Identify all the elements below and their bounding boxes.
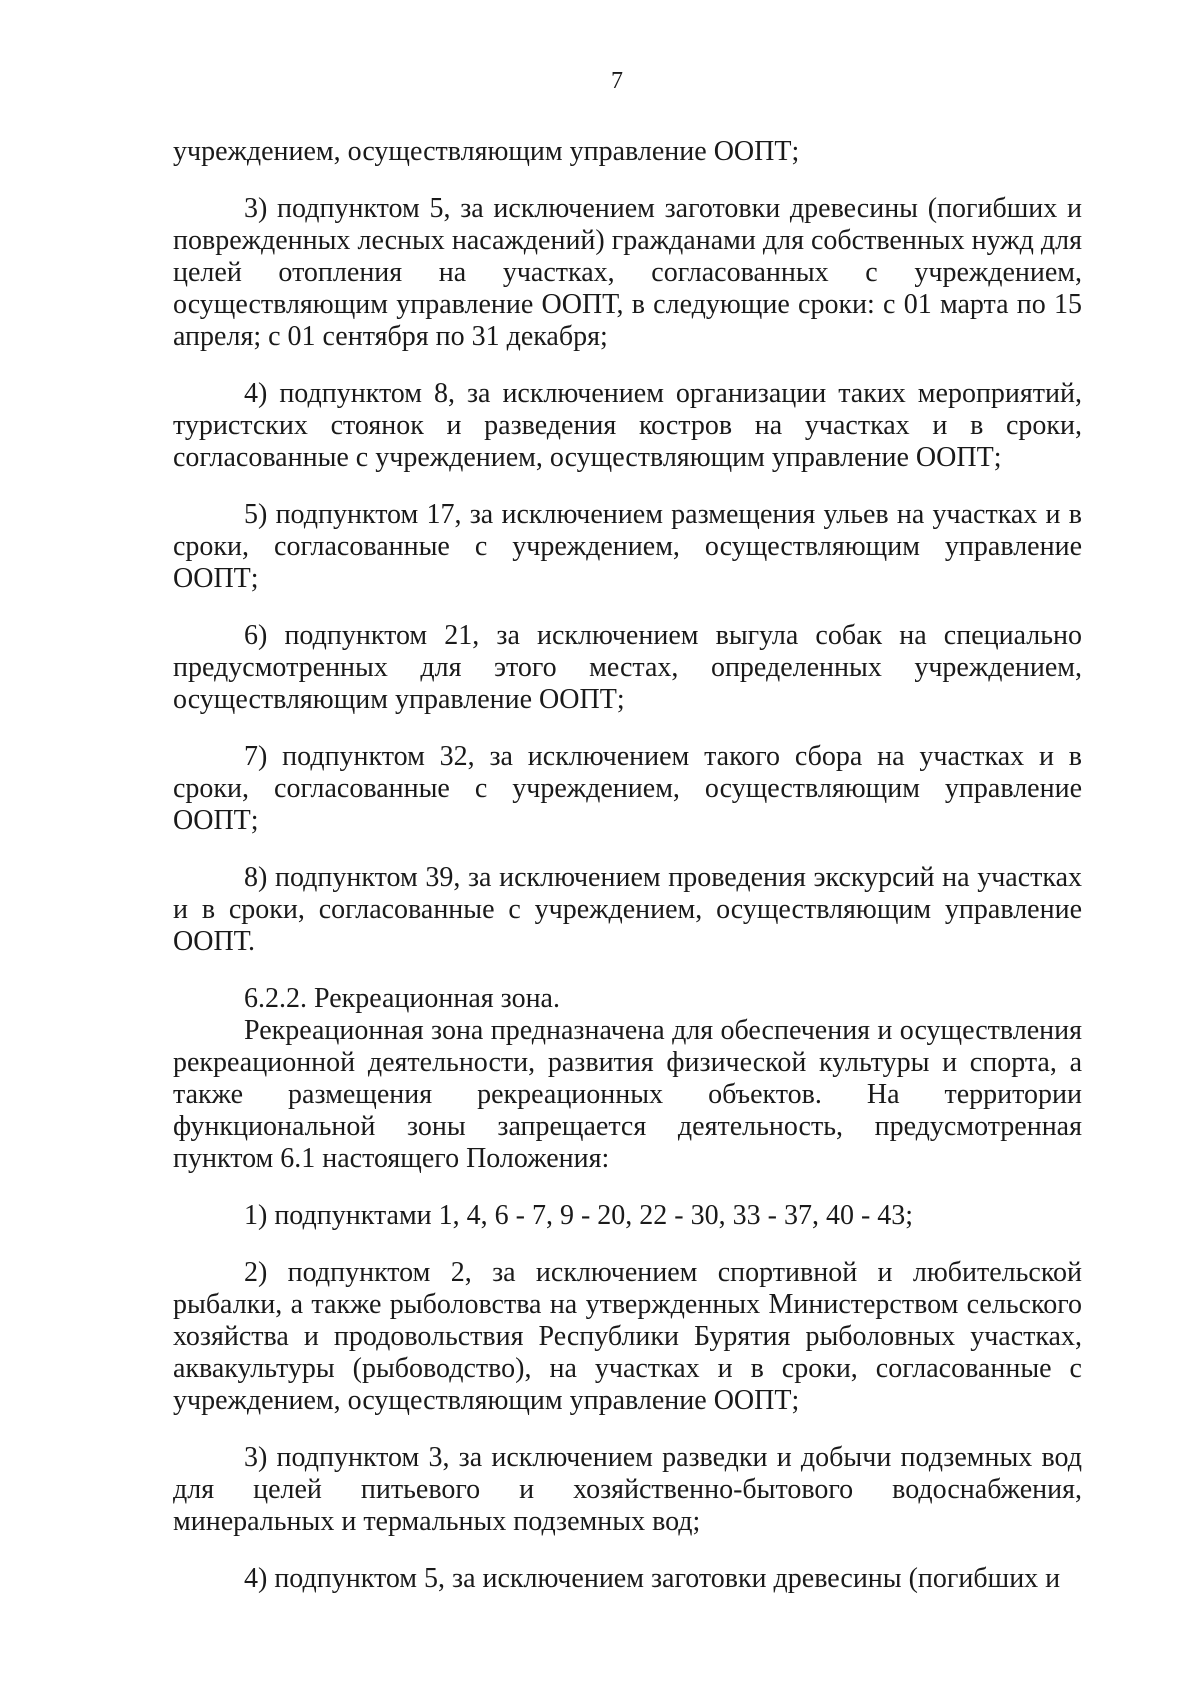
paragraph-item-5: 5) подпунктом 17, за исключением размещения ульев на участках и в сроки, согласованные с учреждением, осуществляющим управление ООПТ; xyxy=(173,499,1082,594)
paragraph-rec-item-3: 3) подпунктом 3, за исключением разведки и добычи подземных вод для целей питьевого и хозяйственно-бытового водоснабжения, минеральных и термальных подземных вод; xyxy=(173,1442,1082,1537)
document-body xyxy=(173,136,1082,1620)
paragraph-item-7: 7) подпунктом 32, за исключением такого сбора на участках и в сроки, согласованные с учреждением, осуществляющим управление ООПТ; xyxy=(173,741,1082,836)
paragraph-item-3: 3) подпунктом 5, за исключением заготовки древесины (погибших и поврежденных лесных насаждений) гражданами для собственных нужд для целей отопления на участках, согласованных с учреждением, осуществляющим управление ООПТ, в следующие сроки: с 01 марта по 15 апреля; с 01 сентября по 31 декабря; xyxy=(173,193,1082,352)
paragraph-item-8: 8) подпунктом 39, за исключением проведения экскурсий на участках и в сроки, согласованные с учреждением, осуществляющим управление ООПТ. xyxy=(173,862,1082,957)
paragraph-item-4: 4) подпунктом 8, за исключением организации таких мероприятий, туристских стоянок и разведения костров на участках и в сроки, согласованные с учреждением, осуществляющим управление ООПТ; xyxy=(173,378,1082,473)
paragraph-item-6: 6) подпунктом 21, за исключением выгула собак на специально предусмотренных для этого местах, определенных учреждением, осуществляющим управление ООПТ; xyxy=(173,620,1082,715)
paragraph-rec-item-1: 1) подпунктами 1, 4, 6 - 7, 9 - 20, 22 - 30, 33 - 37, 40 - 43; xyxy=(244,1200,914,1231)
paragraph-continuation: учреждением, осуществляющим управление ООПТ; xyxy=(173,136,800,167)
page-number: 7 xyxy=(611,68,623,94)
section-heading: 6.2.2. Рекреационная зона. xyxy=(244,983,560,1014)
paragraph-rec-item-2: 2) подпунктом 2, за исключением спортивной и любительской рыбалки, а также рыболовства на утвержденных Министерством сельского хозяйства и продовольствия Республики Бурятия рыболовных участках, аквакультуры (рыбоводство), на участках и в сроки, согласованные с учреждением, осуществляющим управление ООПТ; xyxy=(173,1257,1082,1416)
section-intro: Рекреационная зона предназначена для обеспечения и осуществления рекреационной деятельности, развития физической культуры и спорта, а также размещения рекреационных объектов. На территории функциональной зоны запрещается деятельность, предусмотренная пунктом 6.1 настоящего Положения: xyxy=(173,1015,1082,1174)
paragraph-rec-item-4: 4) подпунктом 5, за исключением заготовки древесины (погибших и xyxy=(244,1563,1061,1594)
